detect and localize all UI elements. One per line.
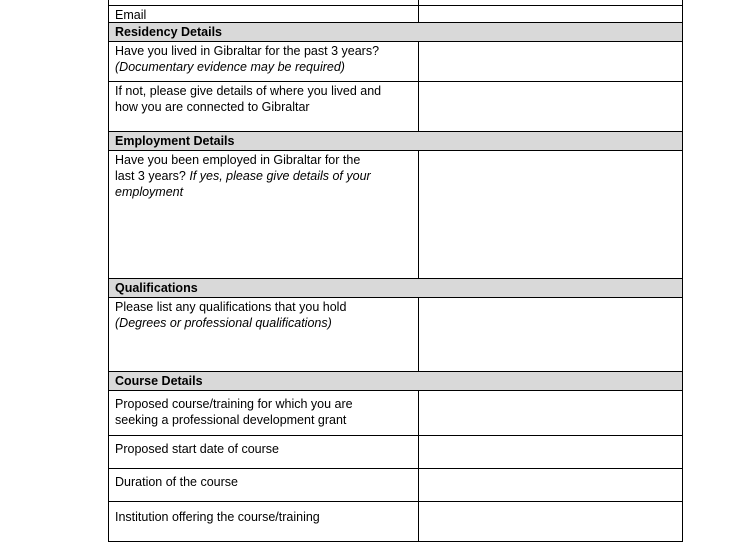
qualifications-section-header: Qualifications xyxy=(109,279,682,298)
employment-field[interactable] xyxy=(419,151,682,278)
qualifications-field[interactable] xyxy=(419,298,682,371)
residency-row-lived xyxy=(109,42,682,82)
clipped-label-cell xyxy=(109,0,419,5)
email-row xyxy=(109,6,682,23)
clipped-answer-cell[interactable] xyxy=(419,0,682,5)
employment-line2-note: If yes, please give details of your xyxy=(189,169,371,183)
residency-details-line2: how you are connected to Gibraltar xyxy=(115,100,310,114)
residency-lived-question: Have you lived in Gibraltar for the past 3 years? xyxy=(115,44,380,58)
course-proposed-line2: seeking a professional development grant xyxy=(115,413,347,427)
course-row-duration xyxy=(109,469,682,502)
course-row-institution xyxy=(109,502,682,542)
employment-row xyxy=(109,151,682,279)
course-institution-label: Institution offering the course/training xyxy=(109,502,419,541)
residency-details-field[interactable] xyxy=(419,82,682,131)
employment-label xyxy=(109,151,419,278)
course-duration-field[interactable] xyxy=(419,469,682,501)
residency-row-details xyxy=(109,82,682,132)
residency-lived-note: (Documentary evidence may be required) xyxy=(115,60,345,74)
email-field[interactable] xyxy=(419,6,682,22)
course-proposed-field[interactable] xyxy=(419,391,682,435)
employment-line2-plain: last 3 years? xyxy=(115,169,190,183)
employment-line3-note: employment xyxy=(115,185,184,199)
employment-section-header: Employment Details xyxy=(109,132,682,151)
email-label: Email xyxy=(109,6,419,22)
qualifications-question: Please list any qualifications that you hold xyxy=(115,300,347,314)
qualifications-note: (Degrees or professional qualifications) xyxy=(115,316,332,330)
course-proposed-line1: Proposed course/training for which you are xyxy=(115,397,353,411)
course-proposed-label xyxy=(109,391,419,435)
course-section-header: Course Details xyxy=(109,372,682,391)
residency-section-header: Residency Details xyxy=(109,23,682,42)
qualifications-label xyxy=(109,298,419,371)
residency-lived-label xyxy=(109,42,419,81)
course-duration-label: Duration of the course xyxy=(109,469,419,501)
course-start-date-field[interactable] xyxy=(419,436,682,468)
qualifications-row xyxy=(109,298,682,372)
application-form xyxy=(108,0,683,542)
employment-line1: Have you been employed in Gibraltar for the xyxy=(115,153,361,167)
residency-lived-field[interactable] xyxy=(419,42,682,81)
course-row-proposed xyxy=(109,391,682,436)
course-row-start-date xyxy=(109,436,682,469)
course-institution-field[interactable] xyxy=(419,502,682,541)
residency-details-line1: If not, please give details of where you lived and xyxy=(115,84,382,98)
residency-details-label xyxy=(109,82,419,131)
course-start-date-label: Proposed start date of course xyxy=(109,436,419,468)
employment-line2 xyxy=(115,168,412,184)
